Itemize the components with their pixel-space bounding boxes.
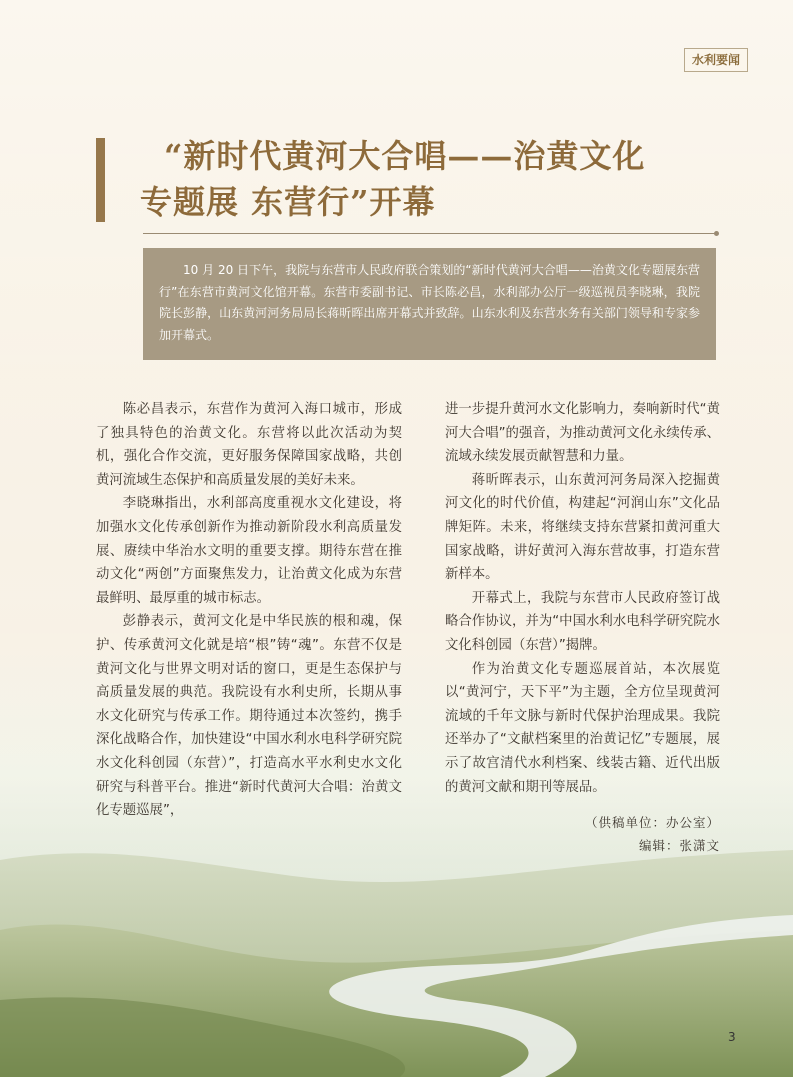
paragraph: 陈必昌表示，东营作为黄河入海口城市，形成了独具特色的治黄文化。东营将以此次活动为契机，强化合作交流，更好服务保障国家战略，共创黄河流域生态保护和高质量发展的美好未来。 bbox=[96, 402, 402, 488]
body-column-left bbox=[96, 398, 402, 823]
title-line-1: “新时代黄河大合唱——治黄文化 bbox=[164, 137, 646, 175]
divider-rule bbox=[143, 233, 716, 234]
intro-box bbox=[143, 248, 716, 360]
section-tag: 水利要闻 bbox=[684, 48, 748, 72]
body-column-right bbox=[445, 398, 720, 857]
paragraph: 作为治黄文化专题巡展首站，本次展览以“黄河宁，天下平”为主题，全方位呈现黄河流域的千年文脉与新时代保护治理成果。我院还举办了“文献档案里的治黄记忆”专题展，展示了故宫清代水利档案、线装古籍、近代出版的黄河文献和期刊等展品。 bbox=[445, 661, 720, 795]
intro-text: 10 月 20 日下午，我院与东营市人民政府联合策划的“新时代黄河大合唱——治黄文化专题展东营行”在东营市黄河文化馆开幕。东营市委副书记、市长陈必昌，水利部办公厅一级巡视员李晓琳，我院院长彭静，山东黄河河务局局长蒋昕晖出席开幕式并致辞。山东水利及东营水务有关部门领导和专家参加开幕式。 bbox=[159, 263, 700, 342]
paragraph: 彭静表示，黄河文化是中华民族的根和魂，保护、传承黄河文化就是培“根”铸“魂”。东营不仅是黄河文化与世界文明对话的窗口，更是生态保护与高质量发展的典范。我院设有水利史所，长期从事水文化研究与传承工作。期待通过本次签约，携手深化战略合作，加快建设“中国水利水电科学研究院水文化科创园（东营）”，打造高水平水利史水文化研究与科普平台。推进“新时代黄河大合唱：治黄文化专题巡展”， bbox=[96, 614, 402, 819]
editor-credit: 编辑：张潇文 bbox=[638, 838, 720, 854]
title-line-2: 专题展 东营行”开幕 bbox=[140, 183, 436, 221]
source-credit: （供稿单位：办公室） bbox=[584, 815, 720, 831]
paragraph: 李晓琳指出，水利部高度重视水文化建设，将加强水文化传承创新作为推动新阶段水利高质量发展、赓续中华治水文明的重要支撑。期待东营在推动文化“两创”方面聚焦发力，让治黄文化成为东营最鲜明、最厚重的城市标志。 bbox=[96, 496, 402, 606]
article-title bbox=[140, 133, 645, 225]
page-number: 3 bbox=[728, 1030, 736, 1044]
paragraph: 蒋昕晖表示，山东黄河河务局深入挖掘黄河文化的时代价值，构建起“河润山东”文化品牌矩阵。未来，将继续支持东营紧扣黄河重大国家战略，讲好黄河入海东营故事，打造东营新样本。 bbox=[445, 472, 720, 583]
divider-dot bbox=[714, 231, 719, 236]
title-accent-bar bbox=[96, 138, 105, 222]
paragraph-continued: 进一步提升黄河水文化影响力，奏响新时代“黄河大合唱”的强音，为推动黄河文化永续传承、流域永续发展贡献智慧和力量。 bbox=[445, 402, 720, 465]
paragraph: 开幕式上，我院与东营市人民政府签订战略合作协议，并为“中国水利水电科学研究院水文化科创园（东营）”揭牌。 bbox=[445, 590, 720, 653]
